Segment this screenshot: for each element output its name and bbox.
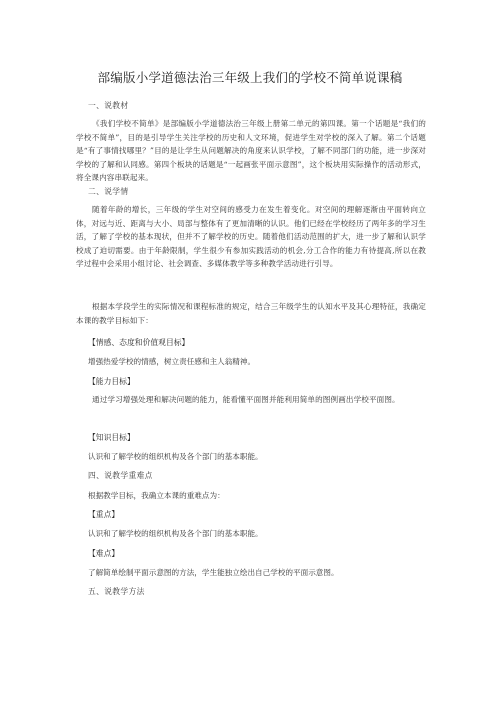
- difficult-point-text-block: [76, 567, 426, 578]
- goal-emotion-text-block: [76, 356, 426, 367]
- key-point-text: 认识和了解学校的组织机构及各个部门的基本职能。: [88, 529, 263, 538]
- section-teaching-material-body: [76, 117, 426, 185]
- difficult-point-text: 了解简单绘制平面示意图的方法，学生能独立绘出自己学校的平面示意图。: [88, 568, 339, 577]
- difficult-point-label-block: [76, 548, 426, 559]
- section-heading: 一、说教材: [88, 101, 129, 110]
- section-heading: 五、说教学方法: [88, 587, 145, 596]
- key-point-label-block: [76, 509, 426, 520]
- goal-text: 通过学习增强处理和解决问题的能力，能看懂平面图并能利用简单的图例画出学校平面图。: [92, 395, 400, 404]
- goal-knowledge-text-block: [76, 451, 426, 462]
- section-teaching-material: [76, 100, 426, 111]
- difficult-point-label: 【难点】: [88, 549, 120, 558]
- key-points-intro-block: [76, 490, 426, 501]
- goals-intro: 根据本学段学生的实际情况和课程标准的规定，结合三年级学生的认知水平及其心理特征，我确定本课的教学目标如下：: [76, 302, 426, 325]
- goal-ability-label-block: [76, 376, 426, 387]
- goal-label: 【能力目标】: [88, 377, 135, 386]
- key-points-intro: 根据教学目标，我确立本课的重难点为：: [88, 491, 225, 500]
- key-point-text-block: [76, 528, 426, 539]
- goals-intro-block: [76, 300, 426, 327]
- goal-text: 增强热爱学校的情感，树立责任感和主人翁精神。: [88, 357, 256, 366]
- section-learning-situation: [76, 186, 426, 197]
- key-point-label: 【重点】: [88, 510, 120, 519]
- section-methods: [76, 586, 426, 597]
- section-paragraph: 《我们学校不简单》是部编版小学道德法治三年级上册第二单元的第四课。第一个话题是“我们的学校不简单”，目的是引导学生关注学校的历史和人文环境，促进学生对学校的深入了解。第二个话题是“有了事情找哪里？”目的是让学生从问题解决的角度来认识学校，了解不同部门的功能，进一步深对学校的了解和认同感。第四个板块的话题是“一起画张平面示意图”，这个板块用实际操作的活动形式，将全课内容串联起来。: [76, 119, 426, 183]
- goal-label: 【情感、态度和价值观目标】: [88, 338, 190, 347]
- section-key-points: [76, 470, 426, 481]
- goal-ability-text-block: [76, 393, 426, 407]
- goal-knowledge-label-block: [76, 432, 426, 443]
- section-heading: 四、说教学重难点: [88, 471, 153, 480]
- goal-label: 【知识目标】: [88, 433, 135, 442]
- goal-emotion-label-block: [76, 337, 426, 348]
- goal-text: 认识和了解学校的组织机构及各个部门的基本职能。: [88, 452, 263, 461]
- section-heading: 二、说学情: [88, 187, 129, 196]
- section-paragraph: 随着年龄的增长，三年级的学生对空间的感受力在发生着变化。对空间的理解逐渐由平面转向立体，对远与近、距离与大小、局部与整体有了更加清晰的认识。他们已经在学校经历了两年多的学习生活，了解了学校的基本现状，但并不了解学校的历史。随着他们活动范围的扩大，进一步了解和认识学校成了迫切需要。由于年龄限制，学生很少有参加实践活动的机会,分工合作的能力有待提高,所以在教学过程中会采用小组讨论、社会调查、多媒体教学等多种教学活动进行引导。: [76, 205, 426, 269]
- document-title: 部编版小学道德法治三年级上我们的学校不简单说课稿: [97, 70, 403, 85]
- section-learning-situation-body: [76, 203, 426, 271]
